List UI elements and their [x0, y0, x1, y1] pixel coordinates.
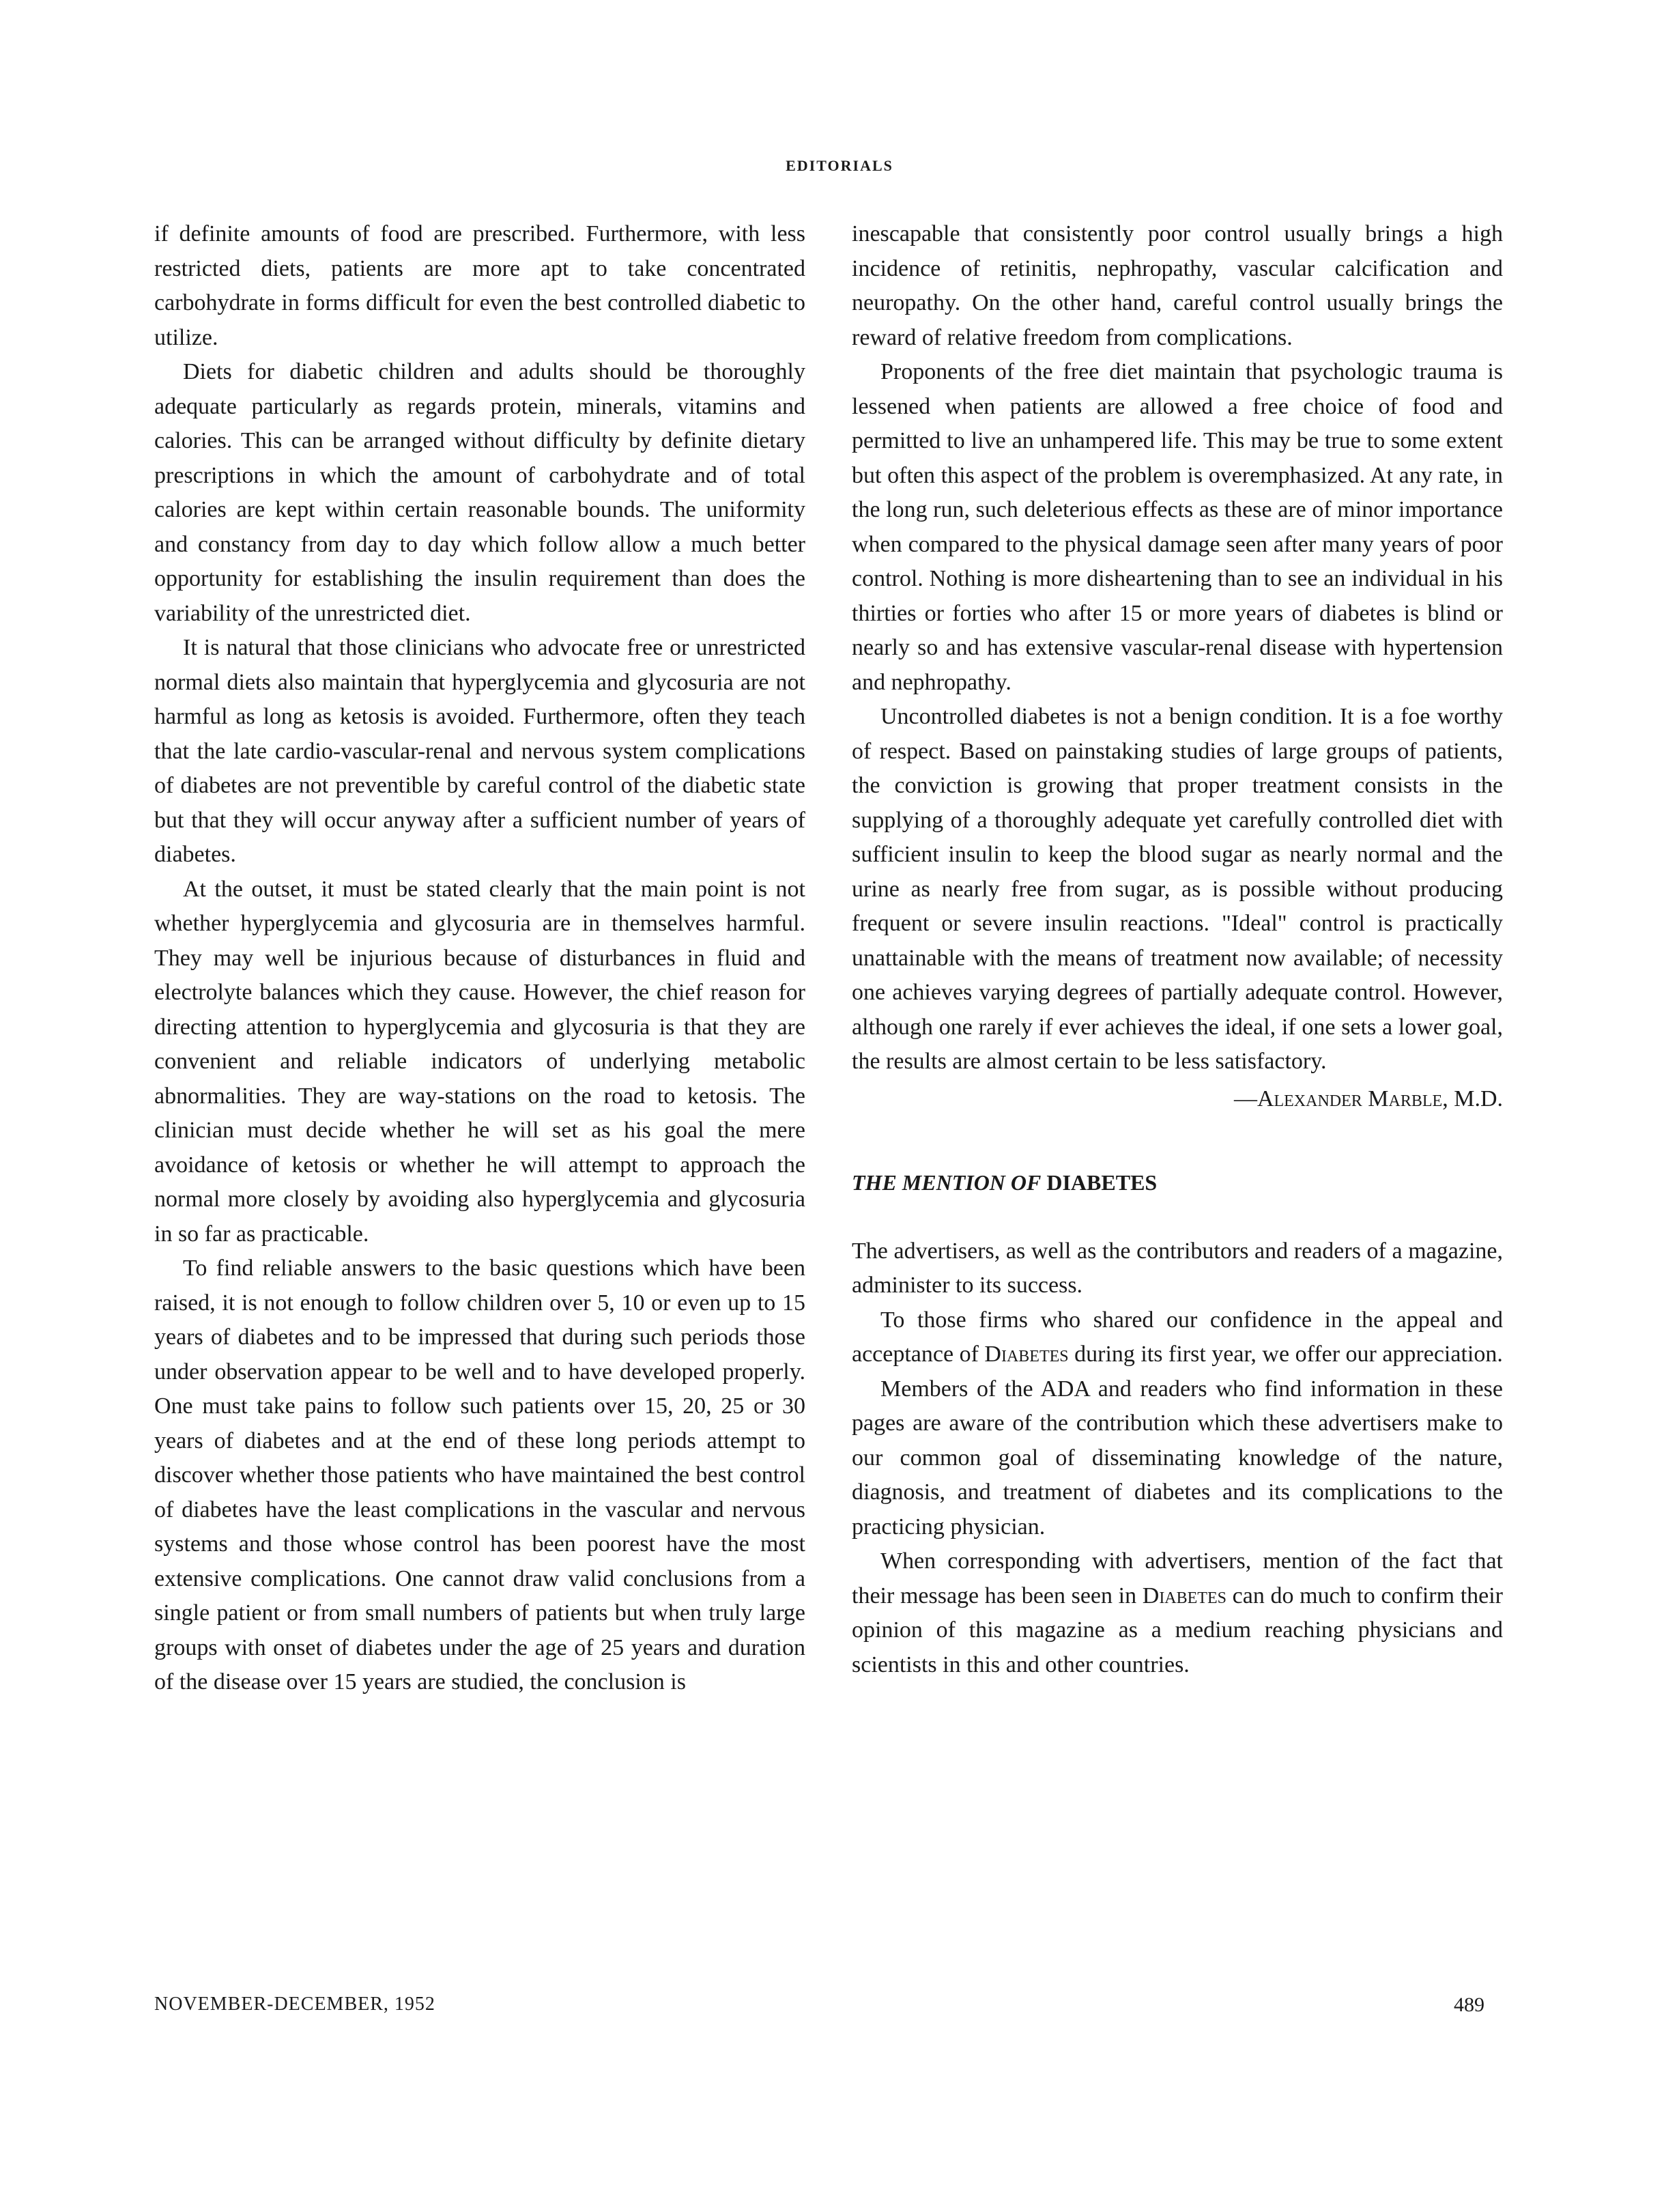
section-title-journal: DIABETES [1046, 1170, 1158, 1195]
paragraph: Diets for diabetic children and adults should be thoroughly adequate particularly as regards protein, minerals, vitamins and calories. This can be arranged without difficulty by definite dietary prescriptions in which the amount of carbohydrate and of total calories are kept within certain reasonable bounds. The uniformity and constancy from day to day which follow allow a much better opportunity for establishing the insulin requirement than does the variability of the unrestricted diet. [154, 359, 805, 626]
paragraph-text: When corresponding with advertisers, mention of the fact that their message has been seen in [852, 1548, 1503, 1608]
right-column [852, 217, 1503, 1682]
left-column [154, 217, 805, 1700]
paragraph-text: To those firms who shared our confidence in the appeal and acceptance of [852, 1307, 1503, 1367]
section-title-italic: THE MENTION OF [852, 1170, 1042, 1195]
paragraph: At the outset, it must be stated clearly that the main point is not whether hyperglycemia and glycosuria are in themselves harmful. They may well be injurious because of disturbances in fluid and electrolyte balances which they cause. However, the chief reason for directing attention to hyperglycemia and glycosuria is that they are convenient and reliable indicators of underlying metabolic abnormalities. They are way-stations on the road to ketosis. The clinician must decide whether he will set as his goal the mere avoidance of ketosis or whether he will attempt to approach the normal more closely by avoiding also hyperglycemia and glycosuria in so far as practicable. [154, 876, 805, 1247]
section-title [852, 1165, 1503, 1200]
paragraph: if definite amounts of food are prescribed. Furthermore, with less restricted diets, patients are more apt to take concentrated carbohydrate in forms difficult for even the best controlled diabetic to utilize. [154, 221, 805, 350]
author-signature: —Alexander Marble, M.D. [1233, 1086, 1503, 1111]
paragraph-text: during its first year, we offer our appreciation. [1074, 1342, 1503, 1367]
running-header: EDITORIALS [786, 157, 893, 174]
paragraph: Uncontrolled diabetes is not a benign condition. It is a foe worthy of respect. Based on painstaking studies of large groups of patients, the conviction is growing that proper treatment consists in the supplying of a thoroughly adequate yet carefully controlled diet with sufficient insulin to keep the blood sugar as nearly normal and the urine as nearly free from sugar, as is possible without producing frequent or severe insulin reactions. "Ideal" control is practically unattainable with the means of treatment now available; of necessity one achieves varying degrees of partially adequate control. However, although one rarely if ever achieves the ideal, if one sets a lower goal, the results are almost certain to be less satisfactory. [852, 704, 1503, 1074]
journal-name: Diabetes [1142, 1583, 1226, 1608]
paragraph: inescapable that consistently poor control usually brings a high incidence of retinitis, nephropathy, vascular calcification and neuropathy. On the other hand, careful control usually brings the reward of relative freedom from complications. [852, 221, 1503, 350]
paragraph-text: can do much to confirm their opinion of this magazine as a medium reaching physicians and scientists in this and other countries. [852, 1583, 1503, 1677]
paragraph: To find reliable answers to the basic questions which have been raised, it is not enough to follow children over 5, 10 or even up to 15 years of diabetes and to be impressed that during such periods those under observation appear to be well and to have developed properly. One must take pains to follow such patients over 15, 20, 25 or 30 years of diabetes and at the end of these long periods attempt to discover whether those patients who have maintained the best control of diabetes have the least complications in the vascular and nervous systems and those whose control has been poorest have the most extensive complications. One cannot draw valid conclusions from a single patient or from small numbers of patients but when truly large groups with onset of diabetes under the age of 25 years and duration of the disease over 15 years are studied, the conclusion is [154, 1256, 805, 1695]
paragraph: The advertisers, as well as the contributors and readers of a magazine, administer to its success. [852, 1238, 1503, 1298]
paragraph: It is natural that those clinicians who advocate free or unrestricted normal diets also maintain that hyperglycemia and glycosuria are not harmful as long as ketosis is avoided. Furthermore, often they teach that the late cardio-vascular-renal and nervous system complications of diabetes are not preventible by careful control of the diabetic state but that they will occur anyway after a sufficient number of years of diabetes. [154, 635, 805, 867]
paragraph [852, 1303, 1503, 1372]
paragraph: Members of the ADA and readers who find information in these pages are aware of the contribution which these advertisers make to our common goal of disseminating knowledge of the nature, diagnosis, and treatment of diabetes and its complications to the practicing physician. [852, 1376, 1503, 1540]
paragraph: Proponents of the free diet maintain that psychologic trauma is lessened when patients are allowed a free choice of food and permitted to live an unhampered life. This may be true to some extent but often this aspect of the problem is overemphasized. At any rate, in the long run, such deleterious effects as these are of minor importance when compared to the physical damage seen after many years of poor control. Nothing is more disheartening than to see an individual in his thirties or forties who after 15 or more years of diabetes is blind or nearly so and has extensive vascular-renal disease with hypertension and nephropathy. [852, 359, 1503, 695]
paragraph [852, 1544, 1503, 1682]
journal-name: Diabetes [984, 1342, 1069, 1367]
issue-date: NOVEMBER-DECEMBER, 1952 [154, 1994, 435, 2015]
page-number: 489 [1454, 1994, 1484, 2016]
